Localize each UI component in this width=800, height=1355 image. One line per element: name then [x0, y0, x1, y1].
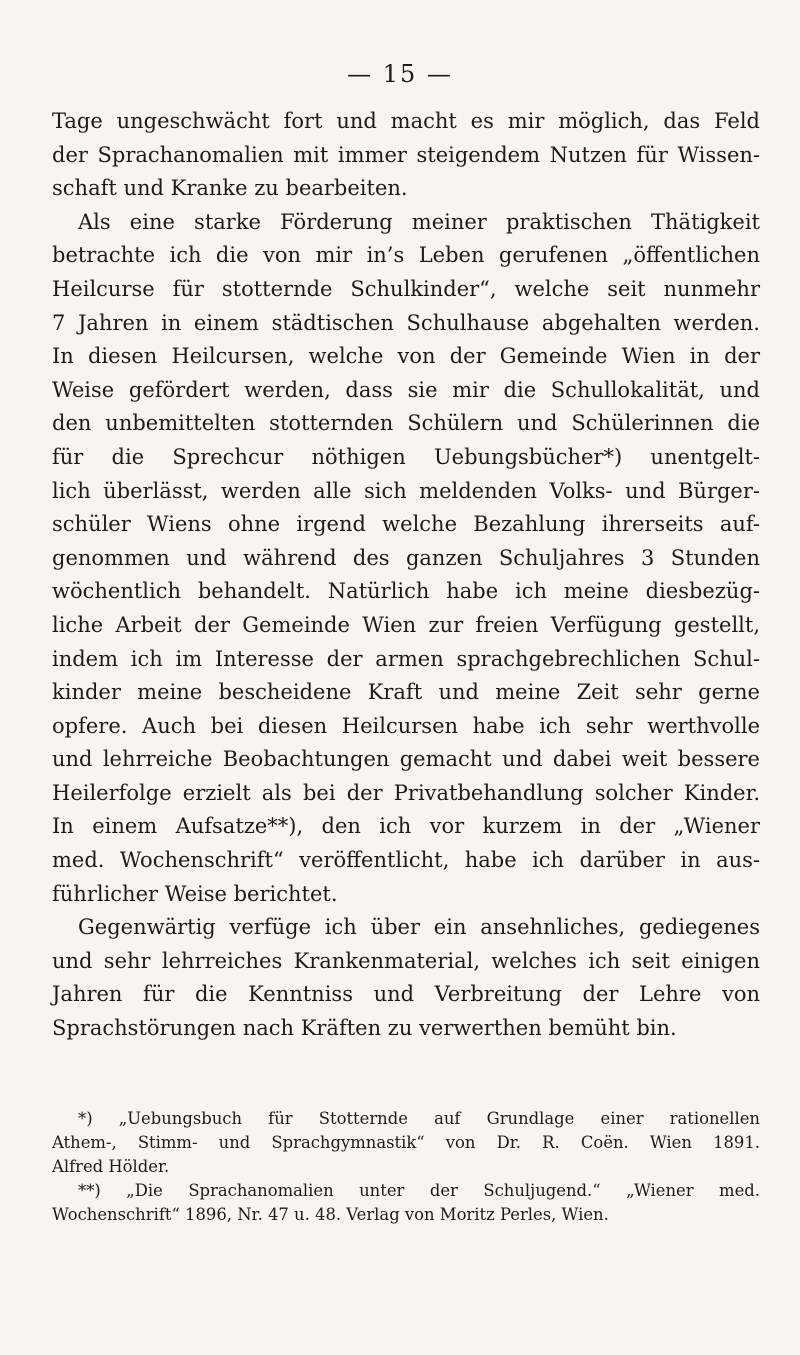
footnote-line: *) „Uebungsbuch für Stotternde auf Grundlage einer rationellen	[78, 1109, 760, 1128]
text-line: führlicher Weise berichtet.	[52, 881, 338, 906]
text-line: kinder meine bescheidene Kraft und meine Zeit sehr gerne	[52, 680, 760, 705]
text-line: für die Sprechcur nöthigen Uebungsbücher*) unentgelt-	[52, 444, 760, 469]
text-line: lich überlässt, werden alle sich meldenden Volks- und Bürger-	[52, 478, 760, 503]
text-line: Als eine starke Förderung meiner praktischen Thätigkeit	[78, 209, 760, 234]
text-line: den unbemittelten stotternden Schülern und Schülerinnen die	[52, 411, 760, 436]
text-line: Heilcurse für stotternde Schulkinder“, welche seit nunmehr	[52, 276, 760, 301]
text-line: schaft und Kranke zu bearbeiten.	[52, 176, 408, 201]
text-line: med. Wochenschrift“ veröffentlicht, habe ich darüber in aus-	[52, 848, 760, 873]
text-line: schüler Wiens ohne irgend welche Bezahlung ihrerseits auf-	[52, 512, 760, 537]
text-line: Tage ungeschwächt fort und macht es mir möglich, das Feld	[52, 109, 760, 133]
text-line: der Sprachanomalien mit immer steigendem Nutzen für Wissen-	[52, 142, 760, 167]
text-line: genommen und während des ganzen Schuljahres 3 Stunden	[52, 545, 760, 570]
footnote-line: Wochenschrift“ 1896, Nr. 47 u. 48. Verlag von Moritz Perles, Wien.	[52, 1205, 609, 1224]
footnote-line: Alfred Hölder.	[52, 1157, 170, 1176]
text-line: Sprachstörungen nach Kräften zu verwerthen bemüht bin.	[52, 1016, 677, 1041]
text-line: und lehrreiche Beobachtungen gemacht und dabei weit bessere	[52, 747, 760, 772]
text-line: indem ich im Interesse der armen sprachgebrechlichen Schul-	[52, 646, 760, 671]
text-line: wöchentlich behandelt. Natürlich habe ich meine diesbezüg-	[52, 579, 760, 604]
text-line: In einem Aufsatze**), den ich vor kurzem in der „Wiener	[52, 814, 760, 839]
text-line: 7 Jahren in einem städtischen Schulhause abgehalten werden.	[52, 310, 760, 335]
footnote-line: **) „Die Sprachanomalien unter der Schuljugend.“ „Wiener med.	[78, 1181, 760, 1200]
text-line: betrachte ich die von mir in’s Leben gerufenen „öffentlichen	[52, 243, 760, 268]
text-line: liche Arbeit der Gemeinde Wien zur freien Verfügung gestellt,	[52, 612, 760, 637]
text-line: opfere. Auch bei diesen Heilcursen habe ich sehr werthvolle	[52, 713, 760, 738]
page-number: — 15 —	[347, 60, 453, 88]
text-line: In diesen Heilcursen, welche von der Gemeinde Wien in der	[52, 344, 760, 369]
text-line: Weise gefördert werden, dass sie mir die Schullokalität, und	[52, 377, 760, 402]
footnote-line: Athem-, Stimm- und Sprachgymnastik“ von Dr. R. Coën. Wien 1891.	[52, 1133, 760, 1152]
text-line: Heilerfolge erzielt als bei der Privatbehandlung solcher Kinder.	[52, 780, 760, 805]
body-text	[52, 105, 760, 1046]
text-line: Jahren für die Kenntniss und Verbreitung der Lehre von	[52, 982, 760, 1007]
footnotes	[52, 1107, 760, 1227]
text-line: und sehr lehrreiches Krankenmaterial, welches ich seit einigen	[52, 948, 760, 973]
text-line: Gegenwärtig verfüge ich über ein ansehnliches, gediegenes	[78, 915, 760, 940]
